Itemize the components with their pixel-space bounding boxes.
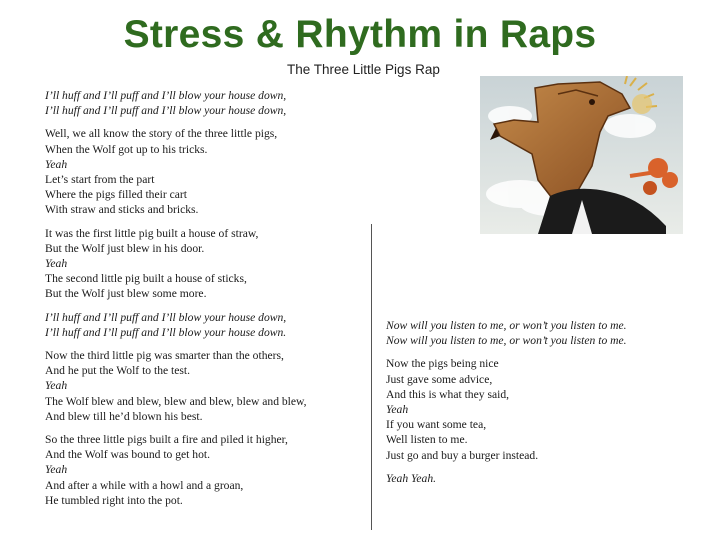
poem-line: I’ll huff and I’ll puff and I’ll blow your house down, [45,89,287,102]
poem-line: Let’s start from the part [45,173,155,187]
poem-line: So the three little pigs built a fire and piled it higher, [45,433,288,447]
stanza [45,88,369,118]
stanza [386,471,686,486]
poem-line: And he put the Wolf to the test. [45,364,191,378]
poem-line: Now the third little pig was smarter than the others, [45,349,284,363]
poem-line: Yeah [386,403,409,417]
poem-line: Now will you listen to me, or won’t you listen to me. [386,319,627,332]
poem-line: But the Wolf just blew in his door. [45,241,205,255]
poem-line: I’ll huff and I’ll puff and I’ll blow your house down, [45,310,287,324]
stanza [45,432,369,508]
poem-line: Yeah [45,157,68,171]
poem-line: The Wolf blew and blew, blew and blew, blew and blew, [45,394,307,408]
poem-right-column [386,318,686,494]
poem-line: Just go and buy a burger instead. [386,448,539,462]
poem-left-column [45,88,369,516]
poem-line: Where the pigs filled their cart [45,188,187,202]
poem-line: If you want some tea, [386,418,487,432]
poem-line: Yeah [45,379,68,393]
poem-line: I’ll huff and I’ll puff and I’ll blow your house down. [45,325,287,339]
stanza [45,310,369,340]
poem-line: But the Wolf just blew some more. [45,287,207,301]
poem-line: When the Wolf got up to his tricks. [45,142,208,156]
stanza [45,126,369,217]
stanza [386,318,686,348]
slide-title: Stress & Rhythm in Raps [123,13,597,56]
wolf-illustration [480,76,683,234]
poem-line: And this is what they said, [386,387,510,401]
poem-line: Yeah [45,463,68,477]
poem-line: With straw and sticks and bricks. [45,203,199,217]
stanza [45,226,369,302]
stanza [45,348,369,424]
poem-line: The second little pig built a house of sticks, [45,272,247,286]
poem-line: Yeah Yeah. [386,471,437,485]
poem-line: Now the pigs being nice [386,357,499,371]
poem-line: I’ll huff and I’ll puff and I’ll blow your house down, [45,104,287,118]
column-divider [371,224,372,530]
poem-line: And after a while with a howl and a groan, [45,478,244,492]
poem-line: Now will you listen to me, or won’t you listen to me. [386,334,627,348]
poem-line: Well listen to me. [386,433,468,447]
poem-line: Just gave some advice, [386,372,493,386]
poem-line: It was the first little pig built a house of straw, [45,226,259,240]
poem-line: Yeah [45,257,68,271]
poem-line: And blew till he’d blown his best. [45,409,203,423]
poem-line: And the Wolf was bound to get hot. [45,448,211,462]
poem-title: The Three Little Pigs Rap [287,62,440,77]
stanza [386,356,686,462]
poem-line: He tumbled right into the pot. [45,493,183,507]
poem-line: Well, we all know the story of the three little pigs, [45,127,278,141]
